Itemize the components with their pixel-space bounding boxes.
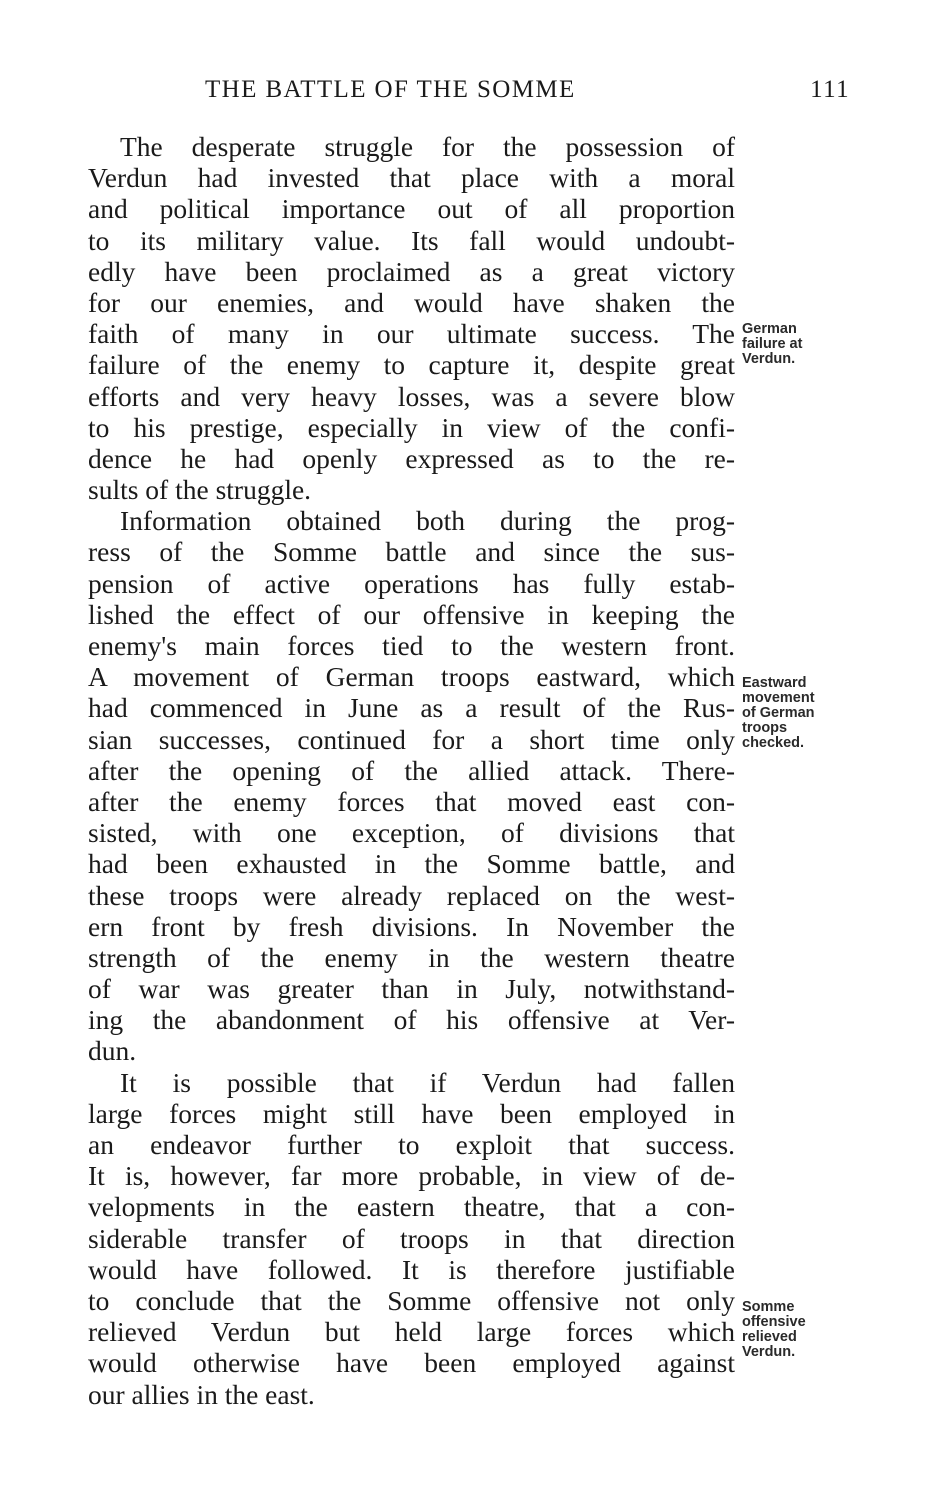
- text-line: Verdun had invested that place with a moral: [88, 162, 735, 194]
- text-line: to its military value. Its fall would undoubt-: [88, 224, 735, 256]
- sidenote-line: offensive: [742, 1314, 806, 1330]
- text-line: of war was greater than in July, notwithstand-: [88, 973, 735, 1005]
- text-line: It is, however, far more probable, in view of de-: [88, 1160, 735, 1192]
- text-line: would have followed. It is therefore justifiable: [88, 1253, 735, 1285]
- sidenote-line: Eastward: [742, 675, 807, 691]
- sidenote-line: Verdun.: [742, 1344, 796, 1360]
- text-line: ress of the Somme battle and since the sus-: [88, 536, 735, 568]
- text-line: these troops were already replaced on the west-: [88, 879, 735, 911]
- text-line: would otherwise have been employed against: [88, 1347, 735, 1379]
- text-line: our allies in the east.: [88, 1378, 315, 1410]
- sidenote-line: German: [742, 321, 797, 337]
- sidenote-line: of German: [742, 705, 815, 721]
- page-header: [205, 76, 850, 110]
- text-line: ing the abandonment of his offensive at Ver-: [88, 1004, 735, 1036]
- sidenote-line: movement: [742, 690, 815, 706]
- text-line: for our enemies, and would have shaken the: [88, 286, 735, 318]
- sidenote-somme-offensive: [742, 1300, 852, 1360]
- text-line: strength of the enemy in the western theatre: [88, 941, 735, 973]
- sidenote-line: failure at: [742, 336, 803, 352]
- sidenote-eastward-movement: [742, 676, 852, 751]
- text-line: pension of active operations has fully estab-: [88, 567, 735, 599]
- text-line: to conclude that the Somme offensive not only: [88, 1284, 735, 1316]
- text-line: sian successes, continued for a short time only: [88, 723, 735, 755]
- text-line: It is possible that if Verdun had fallen: [120, 1066, 735, 1098]
- page-number: 111: [810, 76, 850, 103]
- sidenote-line: checked.: [742, 735, 805, 751]
- text-line: and political importance out of all proportion: [88, 193, 735, 225]
- text-line: to his prestige, especially in view of the confi-: [88, 411, 735, 443]
- text-line: sults of the struggle.: [88, 474, 312, 506]
- sidenote-german-failure: [742, 322, 852, 367]
- text-line: failure of the enemy to capture it, despite great: [88, 349, 735, 381]
- text-line: had commenced in June as a result of the Rus-: [88, 692, 735, 724]
- sidenote-line: Verdun.: [742, 351, 796, 367]
- text-line: efforts and very heavy losses, was a severe blow: [88, 380, 735, 412]
- text-line: ern front by fresh divisions. In November the: [88, 910, 735, 942]
- sidenote-line: relieved: [742, 1329, 797, 1345]
- text-line: had been exhausted in the Somme battle, and: [88, 848, 735, 880]
- text-line: faith of many in our ultimate success. The: [88, 318, 735, 350]
- text-line: edly have been proclaimed as a great victory: [88, 255, 735, 287]
- paragraph: [88, 131, 735, 505]
- text-line: enemy's main forces tied to the western front.: [88, 630, 735, 661]
- paragraph: [88, 505, 735, 1066]
- body-text: [88, 131, 735, 1410]
- text-line: siderable transfer of troops in that direction: [88, 1222, 735, 1254]
- text-line: dence he had openly expressed as to the re-: [88, 442, 735, 474]
- text-line: dun.: [88, 1035, 137, 1067]
- running-title: THE BATTLE OF THE SOMME: [205, 76, 576, 103]
- text-line: A movement of German troops eastward, which: [88, 661, 735, 693]
- paragraph: [88, 1067, 735, 1410]
- sidenote-line: Somme: [742, 1299, 795, 1315]
- text-line: relieved Verdun but held large forces which: [88, 1316, 735, 1348]
- text-line: velopments in the eastern theatre, that a con-: [88, 1191, 735, 1223]
- text-line: The desperate struggle for the possession of: [120, 131, 735, 162]
- text-line: after the enemy forces that moved east con-: [88, 785, 735, 817]
- text-line: sisted, with one exception, of divisions that: [88, 817, 735, 849]
- sidenote-line: troops: [742, 720, 788, 736]
- text-line: lished the effect of our offensive in keeping the: [88, 598, 735, 630]
- text-line: large forces might still have been employed in: [88, 1097, 735, 1129]
- text-line: Information obtained both during the prog-: [120, 505, 735, 537]
- text-line: an endeavor further to exploit that success.: [88, 1129, 735, 1160]
- text-line: after the opening of the allied attack. There-: [88, 754, 735, 786]
